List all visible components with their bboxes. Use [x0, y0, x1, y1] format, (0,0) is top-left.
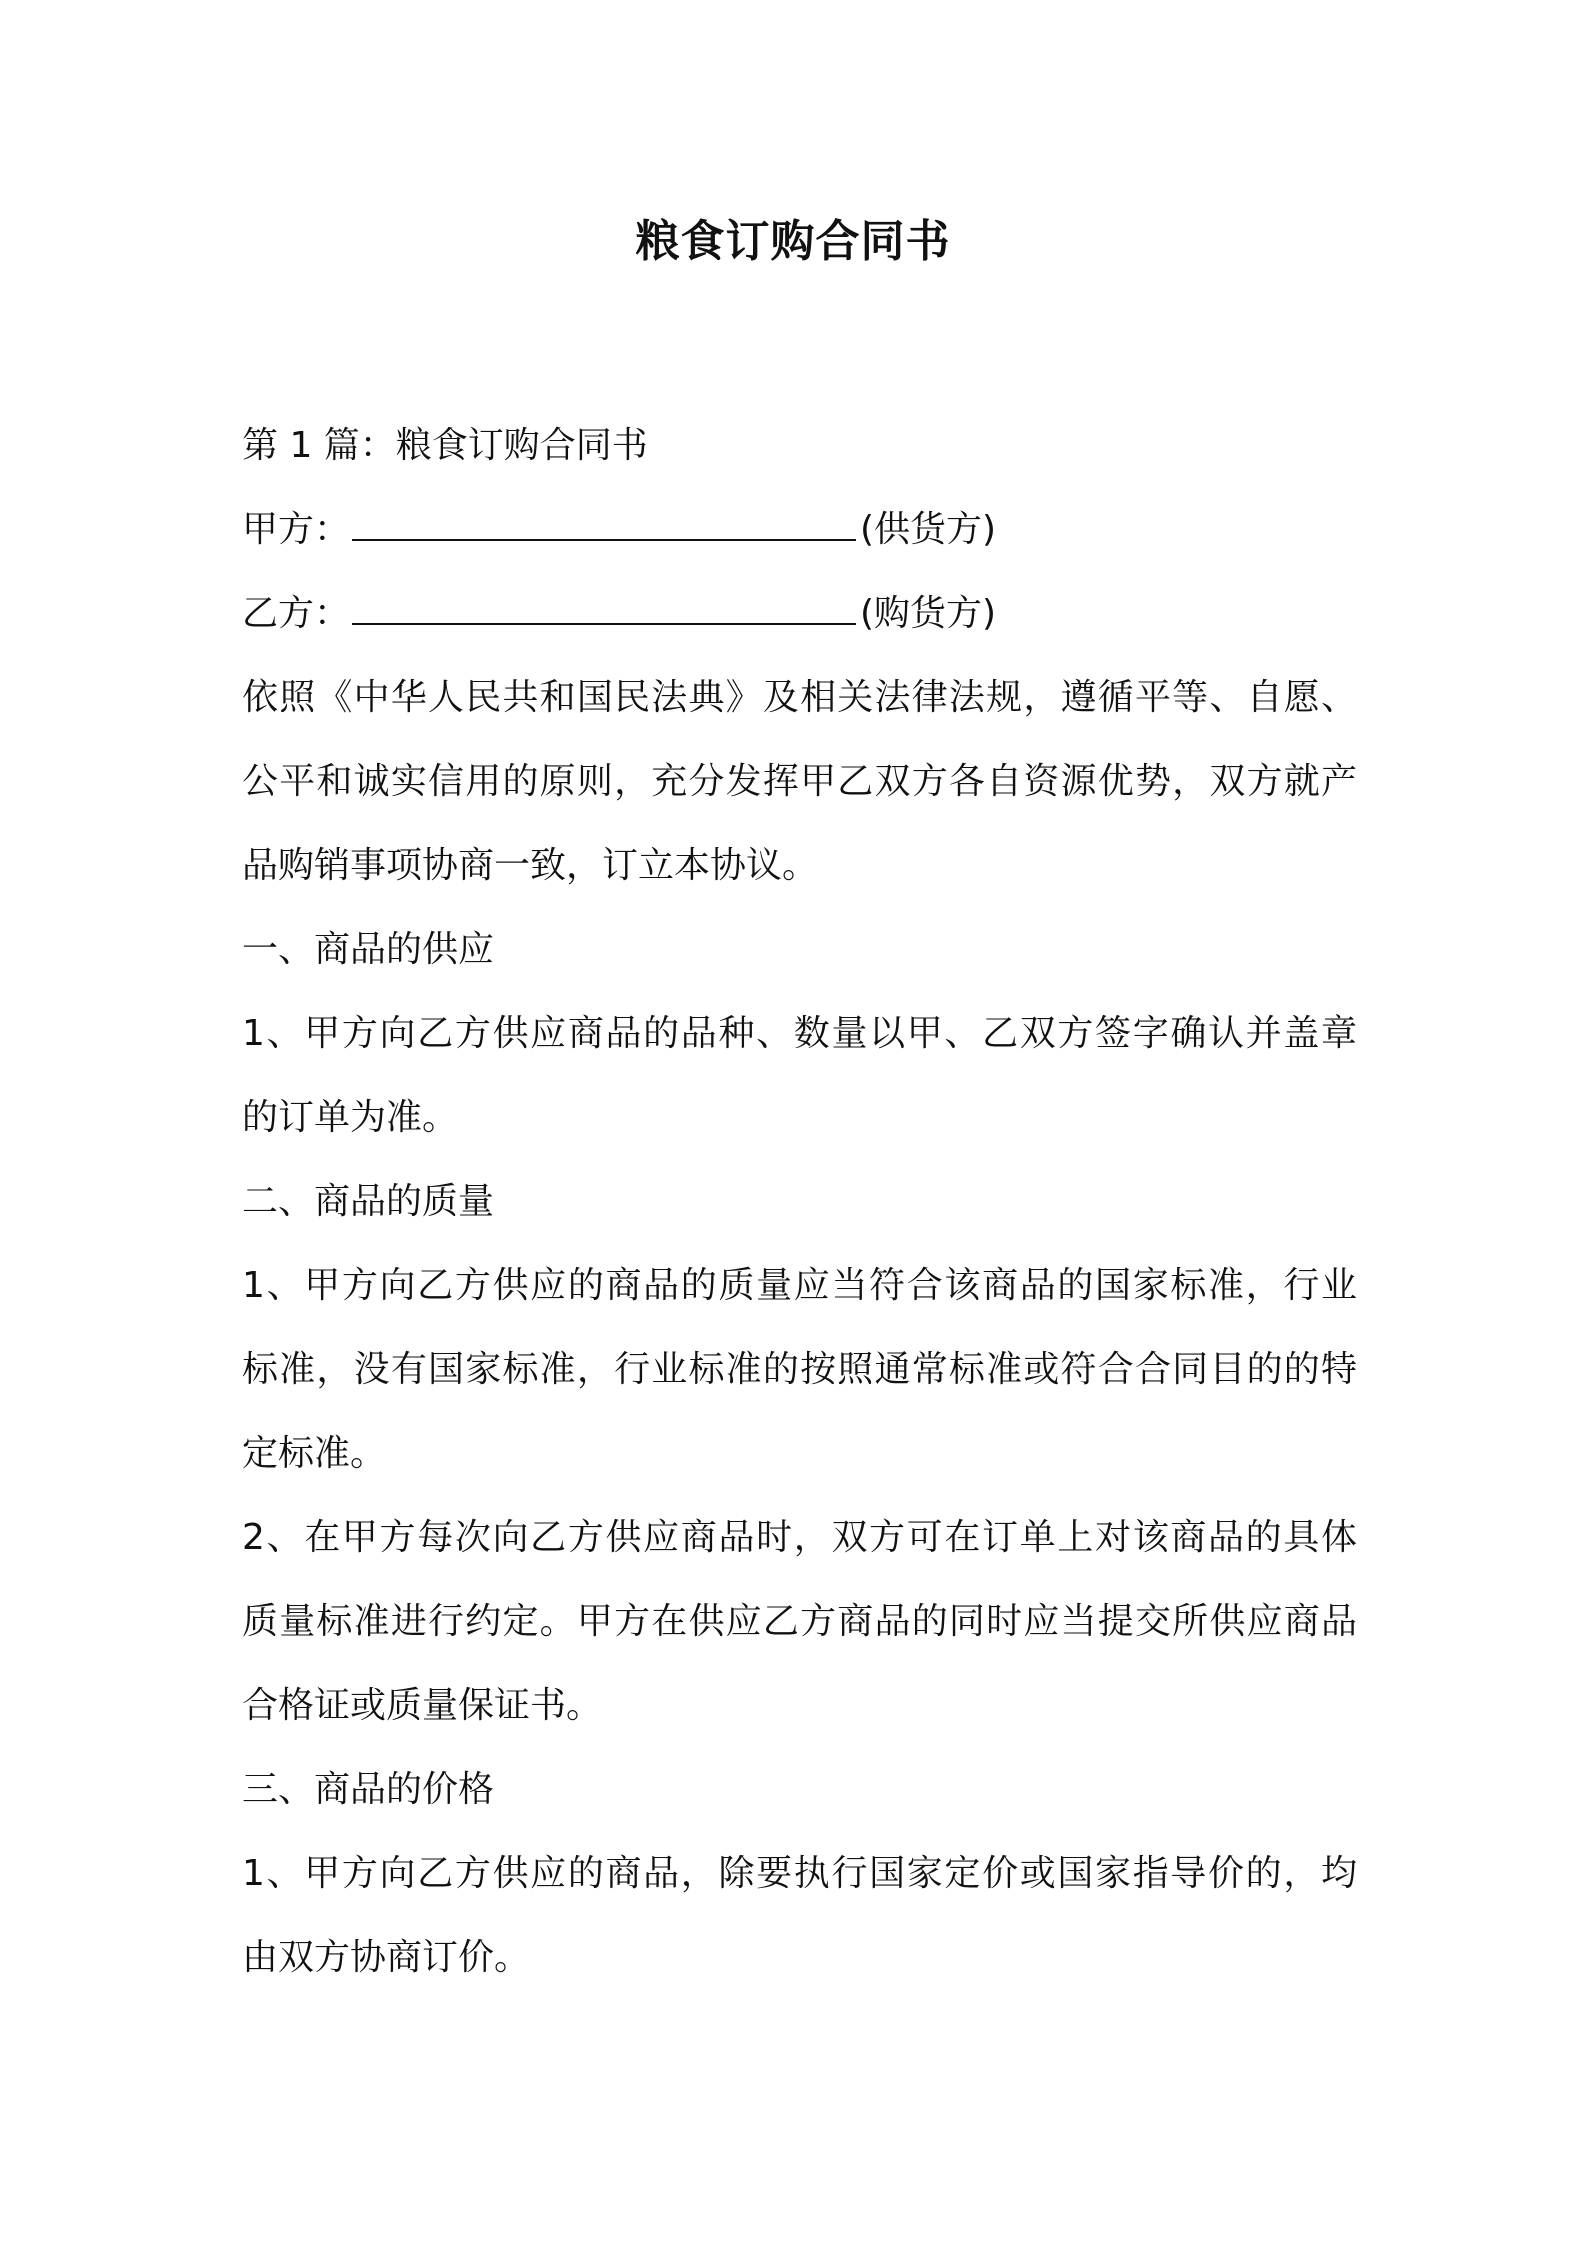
paragraph-line: 1、甲方向乙方供应的商品，除要执行国家定价或国家指导价的，均: [242, 1853, 1357, 1894]
paragraph-line: 质量标准进行约定。甲方在供应乙方商品的同时应当提交所供应商品: [242, 1601, 1357, 1642]
paragraph-line: 1、甲方向乙方供应商品的品种、数量以甲、乙双方签字确认并盖章: [242, 1013, 1357, 1054]
party-b-blank: [352, 583, 856, 625]
paragraph-line: 合格证或质量保证书。: [242, 1685, 603, 1726]
paragraph-line: 由双方协商订价。: [242, 1937, 531, 1978]
party-a-role: (供货方): [860, 509, 997, 550]
paragraph-line: 品购销事项协商一致，订立本协议。: [242, 845, 819, 886]
section-heading-quality: 二、商品的质量: [242, 1181, 495, 1222]
party-b-role: (购货方): [860, 593, 997, 634]
intro-paragraph: [242, 656, 1357, 908]
chapter-heading: 第 1 篇：粮食订购合同书: [242, 425, 648, 466]
paragraph-line: 的订单为准。: [242, 1097, 459, 1138]
paragraph-line: 标准，没有国家标准，行业标准的按照通常标准或符合合同目的的特: [242, 1349, 1357, 1390]
supply-item-1: [242, 992, 1357, 1160]
paragraph-line: 公平和诚实信用的原则，充分发挥甲乙双方各自资源优势，双方就产: [242, 761, 1357, 802]
document-body: [242, 404, 1357, 2000]
quality-item-2: [242, 1496, 1357, 1748]
party-a-blank: [352, 499, 856, 541]
paragraph-line: 定标准。: [242, 1433, 387, 1474]
paragraph-line: 1、甲方向乙方供应的商品的质量应当符合该商品的国家标准，行业: [242, 1265, 1357, 1306]
section-heading-price: 三、商品的价格: [242, 1769, 495, 1810]
document-title: 粮食订购合同书: [635, 216, 951, 267]
price-item-1: [242, 1832, 1357, 2000]
paragraph-line: 2、在甲方每次向乙方供应商品时，双方可在订单上对该商品的具体: [242, 1517, 1357, 1558]
quality-item-1: [242, 1244, 1357, 1496]
party-a-line: [242, 488, 1357, 572]
section-heading-supply: 一、商品的供应: [242, 929, 495, 970]
party-b-label: 乙方：: [242, 593, 351, 634]
paragraph-line: 依照《中华人民共和国民法典》及相关法律法规，遵循平等、自愿、: [242, 677, 1357, 718]
party-b-line: [242, 572, 1357, 656]
party-a-label: 甲方：: [242, 509, 351, 550]
